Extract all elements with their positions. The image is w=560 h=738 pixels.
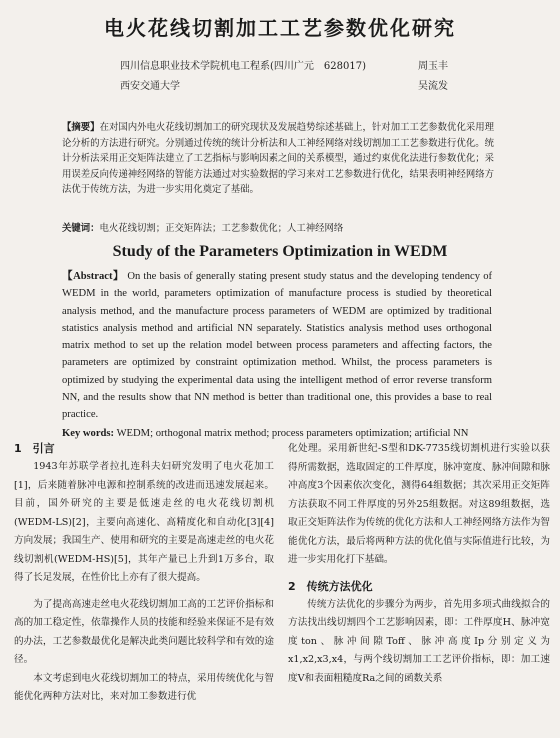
abstract-zh-label: 【摘要】 (62, 122, 100, 133)
affiliation-line-2: 西安交通大学 (120, 81, 180, 92)
body-column-right (288, 440, 550, 688)
keywords-zh-text: 电火花线切割；正交矩阵法；工艺参数优化；人工神经网络 (99, 223, 344, 234)
paragraph-5: 传统方法优化的步骤分为两步，首先用多项式曲线拟合的方法找出线切割四个工艺影响因素，即：工件厚度H、脉冲宽度ton、脉冲间隙Toff、脉冲高度Ip分别定义为x1,x2,x3,x4，与两个线切割加工工艺评价指标，即：加工速度V和表面粗糙度Ra之间的函数关系 (288, 598, 550, 684)
section-2-heading: 2 传统方法优化 (288, 579, 373, 593)
keywords-en (62, 427, 494, 441)
abstract-en-label: 【Abstract】 (62, 271, 125, 282)
affiliation-line-1: 四川信息职业技术学院机电工程系(四川广元 628017) (120, 61, 366, 72)
author-1: 周玉丰 (418, 61, 448, 72)
paragraph-3: 本文考虑到电火花线切割加工的特点，采用传统优化与智能优化两种方法对比，来对加工参数进行优 (14, 672, 274, 702)
section-1-heading: 1 引言 (14, 442, 55, 455)
abstract-zh (62, 120, 494, 198)
abstract-en (62, 268, 492, 424)
paper-title: 电火花线切割加工工艺参数优化研究 (104, 16, 456, 40)
english-title: Study of the Parameters Optimization in WEDM (112, 243, 448, 260)
keywords-en-text: WEDM; orthogonal matrix method; process parameters optimization; artificial NN (116, 428, 469, 439)
paragraph-1: 1943年苏联学者拉扎连科夫妇研究发明了电火花加工[1]，后来随着脉冲电源和控制系统的改进而迅速发展起来。目前，国外研究的主要是低速走丝的电火花线切割机(WEDM-LS)[2]，主要向高速化、高精度化和自动化[3][4]方向发展；我国生产、使用和研究的主要是高速走丝的电火花线切割机(WEDM-HS)[5]，其年产量已上升到1万多台，取得了长足发展，在性价比上亦有了很大提高。 (14, 461, 274, 583)
keywords-zh (62, 222, 494, 236)
paragraph-4: 化处理。采用新世纪-S型和DK-7735线切割机进行实验以获得所需数据，选取固定的工件厚度，脉冲宽度、脉冲间隙和脉冲高度3个因素依次变化，测得64组数据；其次采用正交矩阵方法获取不同工件厚度的另外25组数据。对这89组数据，选取正交矩阵法作为传统的优化方法和人工神经网络方法作为智能优化方法，最后将两种方法的优化值与实际值进行比较，为进一步实用化打下基础。 (288, 443, 550, 565)
paragraph-2: 为了提高高速走丝电火花线切割加工高的工艺评价指标和高的加工稳定性，依靠操作人员的技能和经验来保证不是有效的办法，工艺参数最优化是解决此类问题比较科学和有效的途径。 (14, 598, 274, 665)
keywords-en-label: Key words: (62, 428, 115, 439)
abstract-en-text: On the basis of generally stating present study status and the developing tendency of WEDM in the world, parameters optimization of manufacture process is studied by theoretical analysis method, and the manufacture process parameters of WEDM are optimized by traditional statistics analysis method and artificial NN separately. Statistics analysis method uses orthogonal matrix method to set up the relation model between process parameters and affecting factors, the parameters are optimized by constraint optimization method. Whilst, the process parameters is optimized by studying the experimental data using the intelligent method of error reverse transform NN, and the results show that NN method is better than traditional one, this provides a base to real practice. (62, 271, 493, 421)
body-column-left (14, 440, 274, 707)
keywords-zh-label: 关键词： (62, 223, 100, 234)
abstract-zh-text: 在对国内外电火花线切割加工的研究现状及发展趋势综述基础上，针对加工工艺参数优化采用理论分析的方法进行研究。分别通过传统的统计分析法和人工神经网络对线切割加工工艺参数进行优化。统计分析法采用正交矩阵法建立了工艺指标与影响因素之间的关系模型，通过约束优化法进行参数优化；采用误差反向传递神经网络的智能方法通过对实验数据的学习来对工艺参数进行优化，结果表明神经网络方法优于传统方法，为进一步实用化奠定了基础。 (62, 122, 494, 196)
author-2: 吴流发 (418, 81, 448, 92)
